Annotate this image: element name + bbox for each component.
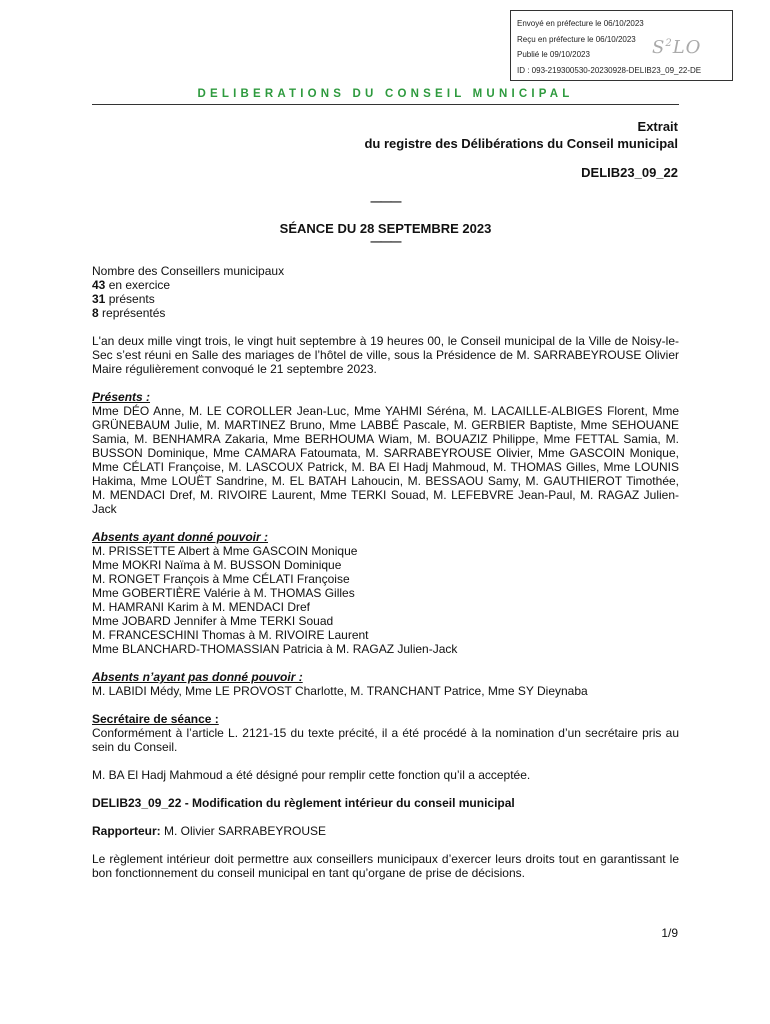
absents-sans-pouvoir-list: M. LABIDI Médy, Mme LE PROVOST Charlotte, M. TRANCHANT Patrice, Mme SY Dieynaba xyxy=(92,684,588,698)
page-number: 1/9 xyxy=(661,926,678,940)
absents-pouvoir-heading: Absents ayant donné pouvoir : xyxy=(92,530,269,544)
list-item: Mme GOBERTIÈRE Valérie à M. THOMAS Gilles xyxy=(92,586,355,600)
separator-top: ——— xyxy=(370,196,401,208)
extract-title: Extrait xyxy=(637,119,678,134)
list-item: Mme MOKRI Naïma à M. BUSSON Dominique xyxy=(92,558,342,572)
absents-sans-pouvoir-heading: Absents n’ayant pas donné pouvoir : xyxy=(92,670,303,684)
stamp-sent: Envoyé en préfecture le 06/10/2023 xyxy=(517,19,644,28)
rapporteur-line xyxy=(92,824,679,838)
secretaire-designation: M. BA El Hadj Mahmoud a été désigné pour remplir cette fonction qu’il a acceptée. xyxy=(92,768,531,782)
presents-list: Mme DÉO Anne, M. LE COROLLER Jean-Luc, Mme YAHMI Séréna, M. LACAILLE-ALBIGES Florent, Mme GRÜNEBAUM Julie, M. MARTINEZ Bruno, Mme LABBÉ Pascale, M. GERBIER Baptiste, Mme SEHOUANE Samia, M. BENHAMRA Zakaria, Mme BERHOUMA Wiam, M. BOUAZIZ Philippe, Mme FETTAL Samia, M. BUSSON Dominique, Mme CAMARA Fatoumata, M. SARRABEYROUSE Olivier, Mme GASCOIN Monique, Mme CÉLATI Françoise, M. LASCOUX Patrick, M. BA El Hadj Mahmoud, M. THOMAS Gilles, Mme LOUNIS Hakima, Mme LOUËT Sandrine, M. EL BATAH Lahoucin, M. BESSAOU Samy, M. GAUTHIEROT Timothée, M. MENDACI Dref, M. RIVOIRE Laurent, Mme TERKI Souad, M. LEFEBVRE Jean-Paul, M. RAGAZ Julien-Jack xyxy=(92,404,679,516)
secretaire-section xyxy=(92,712,679,754)
rapporteur-label: Rapporteur: xyxy=(92,824,161,838)
deliberation-body: Le règlement intérieur doit permettre aux conseillers municipaux d’exercer leurs droits tout en garantissant le bon fonctionnement du conseil municipal en tant qu’organe de prise de décisions. xyxy=(92,852,679,880)
list-item: M. RONGET François à Mme CÉLATI Françoise xyxy=(92,572,350,586)
extract-subtitle: du registre des Délibérations du Conseil municipal xyxy=(364,136,678,151)
list-item: M. FRANCESCHINI Thomas à M. RIVOIRE Laurent xyxy=(92,628,369,642)
absents-sans-pouvoir-section xyxy=(92,670,679,698)
stamp-id: ID : 093-219300530-20230928-DELIB23_09_22-DE xyxy=(517,65,702,75)
header-divider xyxy=(92,104,679,105)
counts-block xyxy=(92,264,679,320)
stamp-published: Publié le 09/10/2023 xyxy=(517,50,590,59)
presents-section xyxy=(92,390,679,516)
stamp-received: Reçu en préfecture le 06/10/2023 xyxy=(517,34,636,44)
list-item: Mme BLANCHARD-THOMASSIAN Patricia à M. RAGAZ Julien-Jack xyxy=(92,642,458,656)
deliberation-title: DELIB23_09_22 - Modification du règlement intérieur du conseil municipal xyxy=(92,796,515,810)
seance-title: SÉANCE DU 28 SEPTEMBRE 2023 xyxy=(279,221,492,236)
count-presents: 31 présents xyxy=(92,292,155,306)
counts-intro: Nombre des Conseillers municipaux xyxy=(92,264,285,278)
prefecture-stamp xyxy=(510,10,733,81)
presents-heading: Présents : xyxy=(92,390,151,404)
s2lo-logo: $S^2LO$ xyxy=(652,37,702,58)
intro-paragraph: L'an deux mille vingt trois, le vingt huit septembre à 19 heures 00, le Conseil municipal de la Ville de Noisy-le-Sec s’est réuni en Salle des mariages de l’hôtel de ville, sous la Présidence de M. SARRABEYROUSE Olivier Maire régulièrement convoqué le 21 septembre 2023. xyxy=(92,334,679,376)
header-title: DELIBERATIONS DU CONSEIL MUNICIPAL xyxy=(197,88,574,100)
secretaire-text: Conformément à l’article L. 2121-15 du texte précité, il a été procédé à la nomination d’un secrétaire pris au sein du Conseil. xyxy=(92,726,679,754)
deliberation-reference: DELIB23_09_22 xyxy=(581,165,678,180)
list-item: M. HAMRANI Karim à M. MENDACI Dref xyxy=(92,600,311,614)
separator-bottom: ——— xyxy=(370,236,401,248)
count-represented: 8 représentés xyxy=(92,306,166,320)
list-item: Mme JOBARD Jennifer à Mme TERKI Souad xyxy=(92,614,334,628)
count-exercice: 43 en exercice xyxy=(92,278,171,292)
absents-pouvoir-section xyxy=(92,530,679,656)
list-item: M. PRISSETTE Albert à Mme GASCOIN Monique xyxy=(92,544,358,558)
rapporteur-name: M. Olivier SARRABEYROUSE xyxy=(160,824,327,838)
secretaire-heading: Secrétaire de séance : xyxy=(92,712,219,726)
